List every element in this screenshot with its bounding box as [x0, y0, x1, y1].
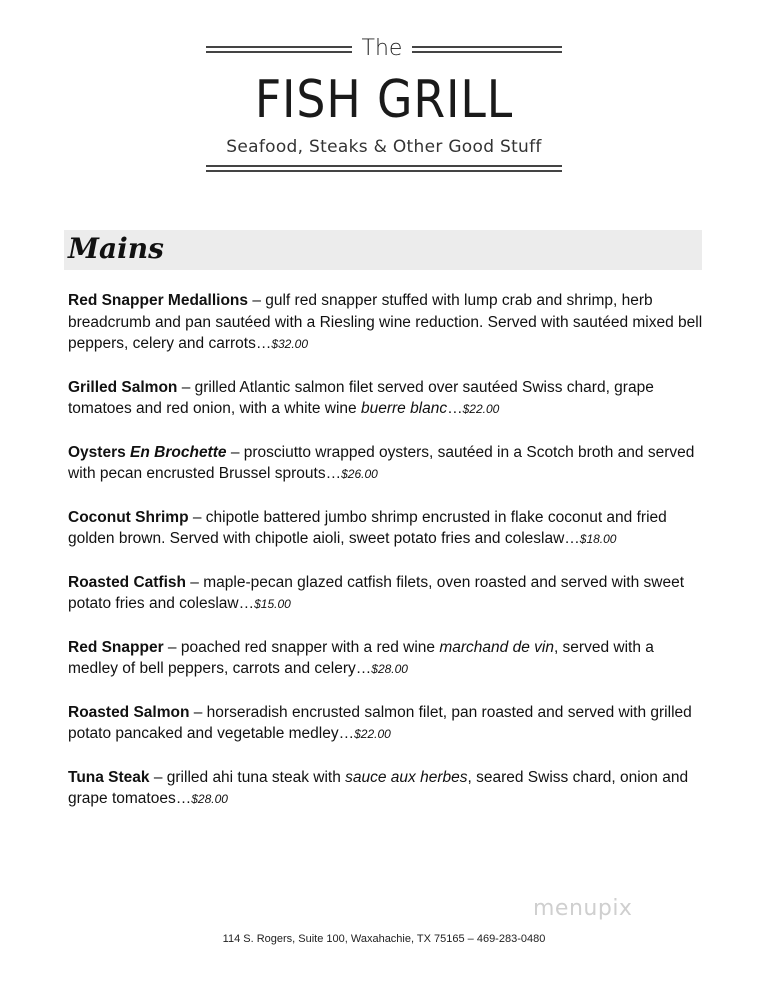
menu-item-description: marchand de vin	[439, 638, 554, 656]
menu-item-description: , served with a medley of bell peppers, carrots and celery…	[68, 638, 654, 677]
logo-the: The	[361, 36, 403, 61]
restaurant-logo	[200, 36, 568, 178]
menu-item	[68, 377, 708, 421]
menu-item-description: – horseradish encrusted salmon filet, pan roasted and served with grilled potato pancaked and vegetable medley…	[68, 703, 692, 742]
menu-item-price: $18.00	[579, 532, 617, 546]
menu-item-price: $28.00	[191, 792, 228, 806]
menu-item-price: $22.00	[354, 727, 391, 741]
menu-item	[68, 767, 708, 811]
menu-item-name: Tuna Steak	[68, 768, 150, 786]
menu-item-name: Roasted Catfish	[68, 573, 186, 591]
menu-list	[68, 290, 708, 832]
menu-item	[68, 637, 708, 681]
menu-item-description: – poached red snapper with a red wine	[163, 638, 440, 656]
menu-item-price: $26.00	[341, 467, 378, 481]
logo-rule	[206, 165, 562, 167]
menu-item-name: Oysters	[68, 443, 131, 461]
menu-item-name: Coconut Shrimp	[68, 508, 189, 526]
menu-item-description: – grilled ahi tuna steak with	[149, 768, 346, 786]
menu-item-price: $28.00	[371, 662, 408, 676]
section-title: Mains	[68, 232, 164, 265]
menu-item-description: – maple-pecan glazed catfish filets, oven roasted and served with sweet potato fries and coleslaw…	[68, 573, 684, 612]
menu-item-name: Red Snapper	[68, 638, 164, 656]
menu-item-description: , seared Swiss chard, onion and grape tomatoes…	[68, 768, 689, 807]
watermark: menupix	[533, 896, 633, 921]
menu-item-price: $22.00	[462, 402, 500, 416]
menu-item-name: Red Snapper Medallions	[68, 292, 249, 309]
logo-rule	[412, 51, 562, 53]
logo-rule	[412, 46, 562, 48]
menu-item	[68, 442, 708, 486]
footer-address: 114 S. Rogers, Suite 100, Waxahachie, TX 75165 – 469-283-0480	[222, 933, 546, 945]
menu-item-name: Grilled Salmon	[68, 378, 178, 396]
logo-rule	[206, 170, 562, 172]
menu-item-price: $32.00	[271, 337, 309, 351]
menu-item-description: buerre blanc	[360, 400, 448, 417]
menu-item-description: – chipotle battered jumbo shrimp encrusted in flake coconut and fried golden brown. Served with chipotle aioli, sweet potato fries and coleslaw…	[68, 508, 667, 547]
menu-item-name: Roasted Salmon	[68, 703, 190, 721]
menu-item-description: – prosciutto wrapped oysters, sautéed in a Scotch broth and served with pecan encrusted Brussel sprouts…	[68, 443, 695, 482]
menu-item-name-italic: En Brochette	[130, 443, 227, 461]
menu-item-price: $15.00	[254, 597, 291, 611]
menu-item-description: – grilled Atlantic salmon filet served over sautéed Swiss chard, grape tomatoes and red onion, with a white wine	[68, 378, 654, 417]
menu-item-description: sauce aux herbes	[345, 768, 468, 786]
menu-item	[68, 572, 708, 616]
logo-tagline: Seafood, Steaks & Other Good Stuff	[226, 137, 542, 157]
logo-rule	[206, 51, 352, 53]
logo-rule	[206, 46, 352, 48]
menu-item-description: …	[447, 400, 463, 417]
menu-item	[68, 507, 708, 551]
menu-item-description: – gulf red snapper stuffed with lump crab and shrimp, herb breadcrumb and pan sautéed with a Riesling wine reduction. Served with sautéed mixed bell peppers, celery and carrots…	[68, 292, 703, 352]
menu-item	[68, 290, 708, 356]
logo-name: FISH GRILL	[254, 70, 514, 130]
menu-item	[68, 702, 708, 746]
